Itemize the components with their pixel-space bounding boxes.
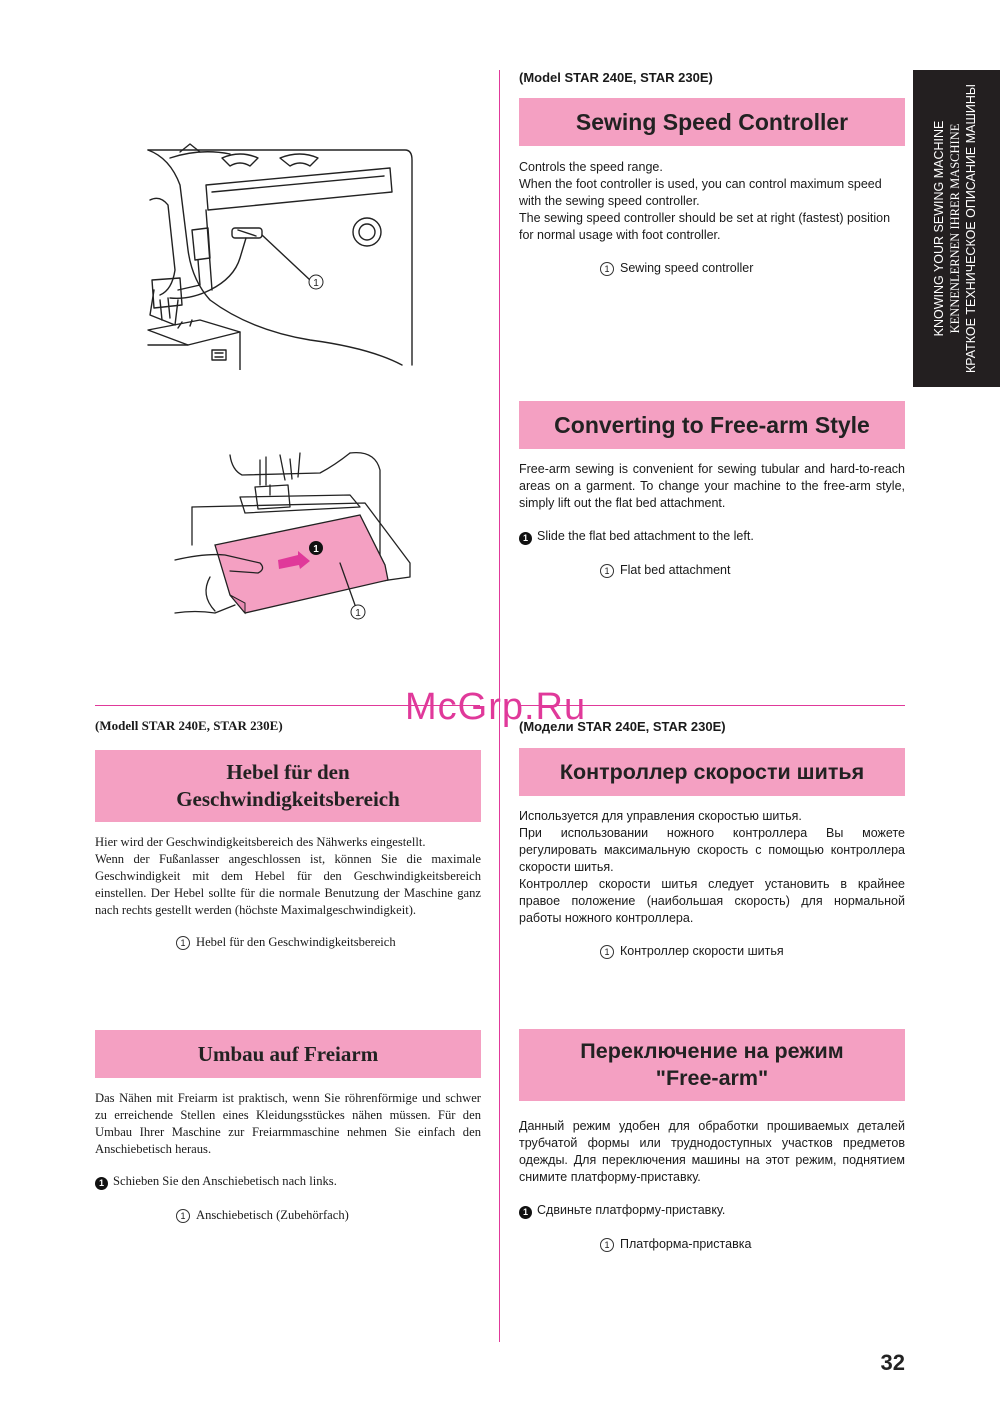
speed-body-de — [95, 834, 481, 919]
side-chapter-tab — [913, 70, 1000, 387]
callout-freearm-de — [176, 1208, 349, 1223]
callout-speed-de — [176, 935, 396, 950]
paragraph: Hier wird der Geschwindigkeitsbereich des Nähwerks eingestellt. — [95, 835, 426, 849]
page-number: 32 — [880, 1350, 905, 1375]
step-number-icon: 1 — [519, 1206, 532, 1219]
callout-label: Hebel für den Geschwindigkeitsbereich — [196, 935, 396, 949]
callout-speed-ru — [600, 943, 784, 960]
section-title-speed-de-line2: Geschwindigkeitsbereich — [176, 787, 400, 811]
paragraph: The sewing speed controller should be set at right (fastest) position for normal usage with foot controller. — [519, 211, 891, 242]
freearm-body-ru — [519, 1118, 905, 1186]
side-tab-english: KNOWING YOUR SEWING MACHINE — [932, 120, 946, 337]
callout-number-icon: 1 — [176, 1209, 190, 1223]
paragraph: When the foot controller is used, you can control maximum speed with the sewing speed controller. — [519, 177, 882, 208]
section-title-speed-en: Sewing Speed Controller — [575, 108, 849, 135]
step-number-icon: 1 — [95, 1177, 108, 1190]
section-banner-freearm-ru — [519, 1029, 905, 1101]
callout-number-icon: 1 — [600, 262, 614, 276]
paragraph: При использовании ножного контроллера Вы можете регулировать максимальную скорость с помощью контроллера скорости шитья. — [519, 826, 905, 874]
step-freearm-de — [95, 1174, 337, 1190]
paragraph: Free-arm sewing is convenient for sewing tubular and hard-to-reach areas on a garment. To change your machine to the free-arm style, simply lift out the flat bed attachment. — [519, 462, 905, 510]
section-title-freearm-ru-line2: "Free-arm" — [655, 1066, 769, 1090]
section-banner-speed-de — [95, 750, 481, 822]
step-freearm-ru — [519, 1202, 725, 1219]
paragraph: Контроллер скорости шитья следует установить в крайнее правое положение (наибольшая скорость) для нормальной работы ножного контроллера. — [519, 877, 905, 925]
paragraph: Controls the speed range. — [519, 160, 663, 174]
callout-number-icon: 1 — [176, 936, 190, 950]
section-title-speed-ru: Контроллер скорости шитья — [559, 759, 865, 784]
freearm-body-de — [95, 1090, 481, 1158]
step-text: Schieben Sie den Anschiebetisch nach links. — [113, 1174, 337, 1188]
step-number-icon: 1 — [519, 532, 532, 545]
callout-label: Контроллер скорости шитья — [620, 944, 784, 958]
side-tab-german: KENNENLERNEN IHRER MASCHINE — [948, 123, 962, 334]
callout-label: Платформа-приставка — [620, 1237, 752, 1251]
flat-bed-attachment-illustration — [170, 445, 415, 635]
side-tab-russian: КРАТКОЕ ТЕХНИЧЕСКОЕ ОПИСАНИЕ МАШИНЫ — [964, 83, 978, 374]
section-banner-freearm-de — [95, 1030, 481, 1078]
callout-label: Flat bed attachment — [620, 563, 731, 577]
callout-number-icon: 1 — [600, 1238, 614, 1252]
speed-body-en — [519, 159, 905, 244]
section-banner-speed-en — [519, 98, 905, 146]
section-banner-freearm-en — [519, 401, 905, 449]
callout-number-icon: 1 — [600, 564, 614, 578]
callout-label: Anschiebetisch (Zubehörfach) — [196, 1208, 349, 1222]
speed-body-ru — [519, 808, 905, 927]
fig2-callout-number: 1 — [355, 608, 361, 619]
step-text: Slide the flat bed attachment to the left. — [537, 529, 754, 543]
model-label-de: (Modell STAR 240E, STAR 230E) — [95, 718, 283, 733]
fig1-callout-number: 1 — [313, 278, 319, 289]
callout-label: Sewing speed controller — [620, 261, 754, 275]
section-title-speed-de-line1: Hebel für den — [226, 760, 350, 784]
watermark: McGrp.Ru — [405, 686, 587, 728]
paragraph: Das Nähen mit Freiarm ist praktisch, wenn Sie röhrenförmige und schwer zu erreichende Stellen eines Kleidungsstückes nähen müssen. Für den Umbau Ihrer Maschine zur Freiarmmaschine nehmen Sie einfach den Anschiebetisch heraus. — [95, 1091, 481, 1156]
freearm-body-en — [519, 461, 905, 512]
model-label-en: (Model STAR 240E, STAR 230E) — [519, 70, 713, 85]
step-text: Сдвиньте платформу-приставку. — [537, 1203, 726, 1217]
fig2-step-number: 1 — [313, 544, 319, 555]
step-freearm-en — [519, 528, 754, 545]
callout-number-icon: 1 — [600, 945, 614, 959]
section-title-freearm-ru-line1: Переключение на режим — [580, 1039, 844, 1063]
callout-freearm-en — [600, 562, 730, 579]
paragraph: Данный режим удобен для обработки прошиваемых деталей трубчатой формы или труднодоступных участков предметов одежды. Для переключения машины на этот режим, поднятием снимите платформу-приставку. — [519, 1119, 905, 1184]
sewing-speed-controller-illustration — [140, 140, 430, 370]
model-label-ru: (Модели STAR 240E, STAR 230E) — [519, 719, 726, 734]
paragraph: Используется для управления скоростью шитья. — [519, 809, 802, 823]
paragraph: Wenn der Fußanlasser angeschlossen ist, können Sie die maximale Geschwindigkeit mit dem Hebel für den Geschwindigkeitsbereich einstellen. Der Hebel sollte für die normale Benutzung der Maschine ganz nach rechts gestellt werden (höchste Maximalgeschwindigkeit). — [95, 852, 481, 917]
callout-speed-en — [600, 260, 753, 277]
callout-freearm-ru — [600, 1236, 751, 1253]
section-banner-speed-ru — [519, 748, 905, 796]
section-title-freearm-de: Umbau auf Freiarm — [197, 1041, 379, 1066]
section-title-freearm-en: Converting to Free-arm Style — [554, 411, 870, 438]
